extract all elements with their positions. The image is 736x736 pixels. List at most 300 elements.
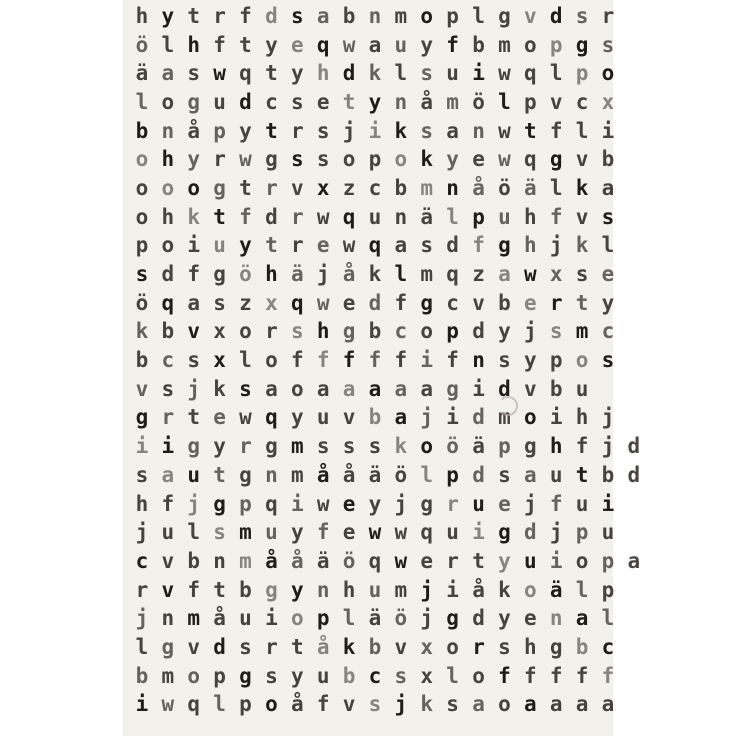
letter-cell: o [290,606,304,631]
letter-cell: x [213,348,226,373]
letter-cell: l [135,634,149,659]
letter-cell: i [368,118,382,143]
letter-cell: s [161,376,175,401]
letter-cell: k [575,175,589,200]
letter-cell: u [575,376,589,401]
letter-cell: r [290,118,304,143]
letter-cell: q [342,204,356,229]
letter-cell: o [161,233,175,258]
letter-cell: x [213,319,226,344]
letter-cell: r [213,147,226,172]
letter-cell: y [446,147,459,172]
letter-cell: r [161,405,175,430]
letter-cell: n [472,118,485,143]
letter-cell: f [549,663,563,688]
letter-cell: s [498,462,511,487]
letter-cell: d [627,434,641,459]
letter-cell: s [498,348,511,373]
letter-cell: u [498,204,511,229]
letter-cell: s [213,520,226,545]
letter-cell: i [549,548,563,573]
letter-cell: a [394,376,408,401]
letter-cell: c [601,634,615,659]
letter-cell: h [549,434,563,459]
letter-cell: u [523,548,537,573]
letter-cell: w [368,520,382,545]
letter-cell: o [135,147,149,172]
letter-cell: s [239,376,252,401]
letter-cell: r [265,175,278,200]
letter-cell: b [394,175,408,200]
letter-cell: z [239,290,252,315]
letter-cell: k [187,204,201,229]
letter-cell: å [420,89,434,114]
letter-cell: e [342,520,356,545]
letter-cell: j [187,376,201,401]
letter-cell: f [213,32,226,57]
letter-cell: s [135,262,149,287]
letter-cell: u [239,606,252,631]
letter-cell: k [213,376,226,401]
letter-cell: h [523,233,537,258]
letter-cell: u [187,462,201,487]
letter-cell: f [549,491,563,516]
letter-cell: f [601,663,615,688]
letter-cell: h [316,319,330,344]
letter-cell: j [523,319,537,344]
letter-cell: g [446,606,459,631]
letter-cell: o [446,634,459,659]
letter-cell: o [265,348,278,373]
letter-cell: s [239,634,252,659]
letter-cell: j [549,520,563,545]
letter-cell: f [239,204,252,229]
letter-cell: w [498,61,511,86]
letter-cell: e [420,548,434,573]
grid-row [129,604,647,633]
letter-cell: a [187,290,201,315]
letter-cell: d [368,290,382,315]
letter-cell: s [420,118,434,143]
letter-cell: r [601,3,615,28]
letter-cell: o [523,405,537,430]
letter-cell: r [135,577,149,602]
letter-cell: ö [472,89,485,114]
letter-cell: s [575,262,589,287]
letter-cell: e [498,491,511,516]
letter-cell: t [213,204,226,229]
letter-cell: m [394,577,408,602]
letter-cell: b [342,3,356,28]
letter-cell: a [368,376,382,401]
letter-cell: v [342,405,356,430]
letter-cell: j [523,491,537,516]
grid-row [129,490,647,519]
letter-cell: p [523,89,537,114]
letter-cell: f [446,32,459,57]
letter-cell: h [135,491,149,516]
letter-cell: s [290,319,304,344]
letter-cell: c [601,319,615,344]
letter-cell: l [213,692,226,717]
letter-cell: f [472,233,485,258]
letter-cell: o [394,147,408,172]
letter-cell: b [575,634,589,659]
letter-cell: l [446,204,459,229]
letter-cell: a [394,233,408,258]
letter-cell: g [549,634,563,659]
letter-cell: h [523,204,537,229]
letter-cell: i [187,233,201,258]
letter-cell: v [161,577,175,602]
letter-cell: i [601,491,615,516]
letter-cell: i [472,520,485,545]
letter-cell: g [575,32,589,57]
letter-cell: k [420,147,434,172]
letter-cell: t [187,405,201,430]
letter-cell: d [498,376,511,401]
letter-cell: p [213,118,226,143]
letter-cell: e [316,233,330,258]
letter-cell: y [601,290,615,315]
letter-cell: u [394,32,408,57]
letter-cell: b [472,32,485,57]
letter-grid [129,2,647,719]
letter-cell: s [549,319,563,344]
grid-row [129,260,647,289]
letter-cell: s [290,147,304,172]
grid-row [129,404,647,433]
letter-cell: o [575,548,589,573]
letter-cell: j [187,491,201,516]
letter-cell: s [601,348,615,373]
letter-cell: j [342,118,356,143]
letter-cell: q [239,61,252,86]
letter-cell: c [135,548,149,573]
letter-cell: l [498,89,511,114]
letter-cell: o [523,32,537,57]
letter-cell: u [265,520,278,545]
letter-cell: u [446,61,459,86]
letter-cell: q [161,290,175,315]
letter-cell: j [316,262,330,287]
letter-cell: b [368,319,382,344]
letter-cell: m [498,32,511,57]
letter-cell: g [213,262,226,287]
letter-cell: e [523,606,537,631]
letter-cell: g [239,462,252,487]
letter-cell: a [316,3,330,28]
grid-row [129,375,647,404]
letter-cell: e [342,290,356,315]
letter-cell: p [472,204,485,229]
letter-cell: y [290,61,304,86]
letter-cell: s [135,462,149,487]
letter-cell: m [394,3,408,28]
grid-row [129,461,647,490]
letter-cell: h [187,32,201,57]
letter-cell: d [161,262,175,287]
letter-cell: t [342,89,356,114]
letter-cell: d [265,3,278,28]
letter-cell: f [549,118,563,143]
letter-cell: n [446,175,459,200]
letter-cell: å [472,577,485,602]
letter-cell: s [342,434,356,459]
letter-cell: h [161,147,175,172]
letter-cell: q [265,491,278,516]
letter-cell: f [523,663,537,688]
letter-cell: x [316,175,330,200]
letter-cell: a [601,175,615,200]
letter-cell: p [601,548,615,573]
grid-row [129,145,647,174]
letter-cell: t [239,175,252,200]
letter-cell: h [523,634,537,659]
letter-cell: s [187,61,201,86]
letter-cell: l [575,577,589,602]
letter-cell: y [290,663,304,688]
letter-cell: p [549,32,563,57]
letter-cell: k [368,262,382,287]
letter-cell: o [265,692,278,717]
letter-cell: å [290,548,304,573]
letter-cell: f [549,204,563,229]
letter-cell: s [394,663,408,688]
letter-cell: y [290,405,304,430]
letter-cell: b [135,663,149,688]
letter-cell: h [575,405,589,430]
letter-cell: t [290,634,304,659]
letter-cell: s [601,204,615,229]
letter-cell: j [394,692,408,717]
letter-cell: ö [446,434,459,459]
letter-cell: x [420,634,434,659]
letter-cell: f [239,3,252,28]
grid-row [129,547,647,576]
letter-cell: b [135,118,149,143]
letter-cell: e [342,491,356,516]
letter-cell: n [265,462,278,487]
paper-sheet [123,0,641,736]
letter-cell: d [239,89,252,114]
letter-cell: g [265,577,278,602]
letter-cell: m [446,89,459,114]
letter-cell: ä [135,61,149,86]
grid-row [129,662,647,691]
letter-cell: f [290,348,304,373]
letter-cell: i [420,348,434,373]
letter-cell: y [239,233,252,258]
grid-row [129,576,647,605]
letter-cell: s [290,3,304,28]
letter-cell: t [187,3,201,28]
letter-cell: j [420,577,434,602]
stain-mark [498,396,518,416]
letter-cell: p [368,147,382,172]
letter-cell: w [316,204,330,229]
letter-cell: v [575,147,589,172]
letter-cell: s [368,692,382,717]
letter-cell: w [342,233,356,258]
letter-cell: r [472,634,485,659]
letter-cell: m [420,262,434,287]
letter-cell: m [498,405,511,430]
letter-cell: y [368,491,382,516]
letter-cell: r [290,233,304,258]
letter-cell: c [265,89,278,114]
letter-cell: i [601,118,615,143]
letter-cell: å [316,462,330,487]
letter-cell: v [394,634,408,659]
letter-cell: w [498,147,511,172]
letter-cell: b [239,577,252,602]
letter-cell: w [394,520,408,545]
letter-cell: n [549,606,563,631]
letter-cell: j [420,405,434,430]
letter-cell: f [187,262,201,287]
letter-cell: a [472,692,485,717]
letter-cell: p [239,491,252,516]
letter-cell: q [523,61,537,86]
letter-cell: t [265,61,278,86]
letter-cell: u [316,663,330,688]
letter-cell: f [316,348,330,373]
letter-cell: e [523,290,537,315]
letter-cell: s [368,434,382,459]
letter-cell: u [213,89,226,114]
letter-cell: f [394,348,408,373]
letter-cell: f [575,663,589,688]
grid-row [129,31,647,60]
letter-cell: m [290,462,304,487]
letter-cell: b [601,147,615,172]
grid-row [129,2,647,31]
letter-cell: ä [472,434,485,459]
letter-cell: k [498,577,511,602]
letter-cell: v [575,204,589,229]
letter-cell: ä [316,548,330,573]
letter-cell: ö [135,32,149,57]
letter-cell: h [316,61,330,86]
letter-cell: w [523,262,537,287]
letter-cell: x [265,290,278,315]
letter-cell: t [265,118,278,143]
letter-cell: c [161,348,175,373]
letter-cell: ä [523,175,537,200]
letter-cell: o [420,319,434,344]
letter-cell: s [290,89,304,114]
letter-cell: y [368,89,382,114]
letter-cell: i [161,434,175,459]
letter-cell: e [290,32,304,57]
letter-cell: o [290,376,304,401]
letter-cell: a [161,61,175,86]
letter-cell: n [368,3,382,28]
letter-cell: d [213,634,226,659]
letter-cell: ä [290,262,304,287]
letter-cell: l [446,663,459,688]
letter-cell: n [161,118,175,143]
letter-cell: k [342,634,356,659]
letter-cell: j [135,606,149,631]
letter-cell: a [420,376,434,401]
letter-cell: o [575,348,589,373]
letter-cell: r [265,319,278,344]
letter-cell: e [316,89,330,114]
letter-cell: n [316,577,330,602]
letter-cell: a [394,405,408,430]
letter-cell: p [239,692,252,717]
letter-cell: r [239,434,252,459]
grid-row [129,432,647,461]
letter-cell: w [498,118,511,143]
letter-cell: g [187,89,201,114]
letter-cell: q [368,233,382,258]
letter-cell: o [135,175,149,200]
letter-cell: g [265,147,278,172]
letter-cell: i [549,405,563,430]
letter-cell: s [601,32,615,57]
letter-cell: g [420,290,434,315]
letter-cell: o [601,61,615,86]
letter-cell: y [161,3,175,28]
letter-cell: v [187,319,201,344]
letter-cell: s [498,634,511,659]
letter-cell: o [135,204,149,229]
letter-cell: s [420,233,434,258]
letter-cell: n [472,348,485,373]
letter-cell: u [446,520,459,545]
letter-cell: ö [239,262,252,287]
letter-cell: ä [549,577,563,602]
letter-cell: x [549,262,563,287]
letter-cell: i [472,376,485,401]
letter-cell: j [420,606,434,631]
letter-cell: n [394,89,408,114]
letter-cell: x [420,663,434,688]
letter-cell: r [290,204,304,229]
letter-cell: ö [394,462,408,487]
letter-cell: r [549,290,563,315]
letter-cell: t [523,118,537,143]
letter-cell: u [213,233,226,258]
letter-cell: s [420,61,434,86]
letter-cell: l [394,61,408,86]
letter-cell: b [161,319,175,344]
letter-cell: ö [498,175,511,200]
grid-row [129,518,647,547]
letter-cell: d [549,3,563,28]
letter-cell: s [213,290,226,315]
letter-cell: y [290,577,304,602]
letter-cell: d [472,606,485,631]
letter-cell: q [446,262,459,287]
letter-cell: a [161,462,175,487]
letter-cell: a [265,376,278,401]
letter-cell: k [135,319,149,344]
letter-cell: g [549,147,563,172]
letter-cell: b [368,634,382,659]
letter-cell: t [575,462,589,487]
letter-cell: o [161,89,175,114]
letter-cell: l [394,262,408,287]
letter-cell: i [135,434,149,459]
letter-cell: y [213,434,226,459]
letter-cell: w [316,290,330,315]
letter-cell: ä [368,462,382,487]
letter-cell: u [575,491,589,516]
